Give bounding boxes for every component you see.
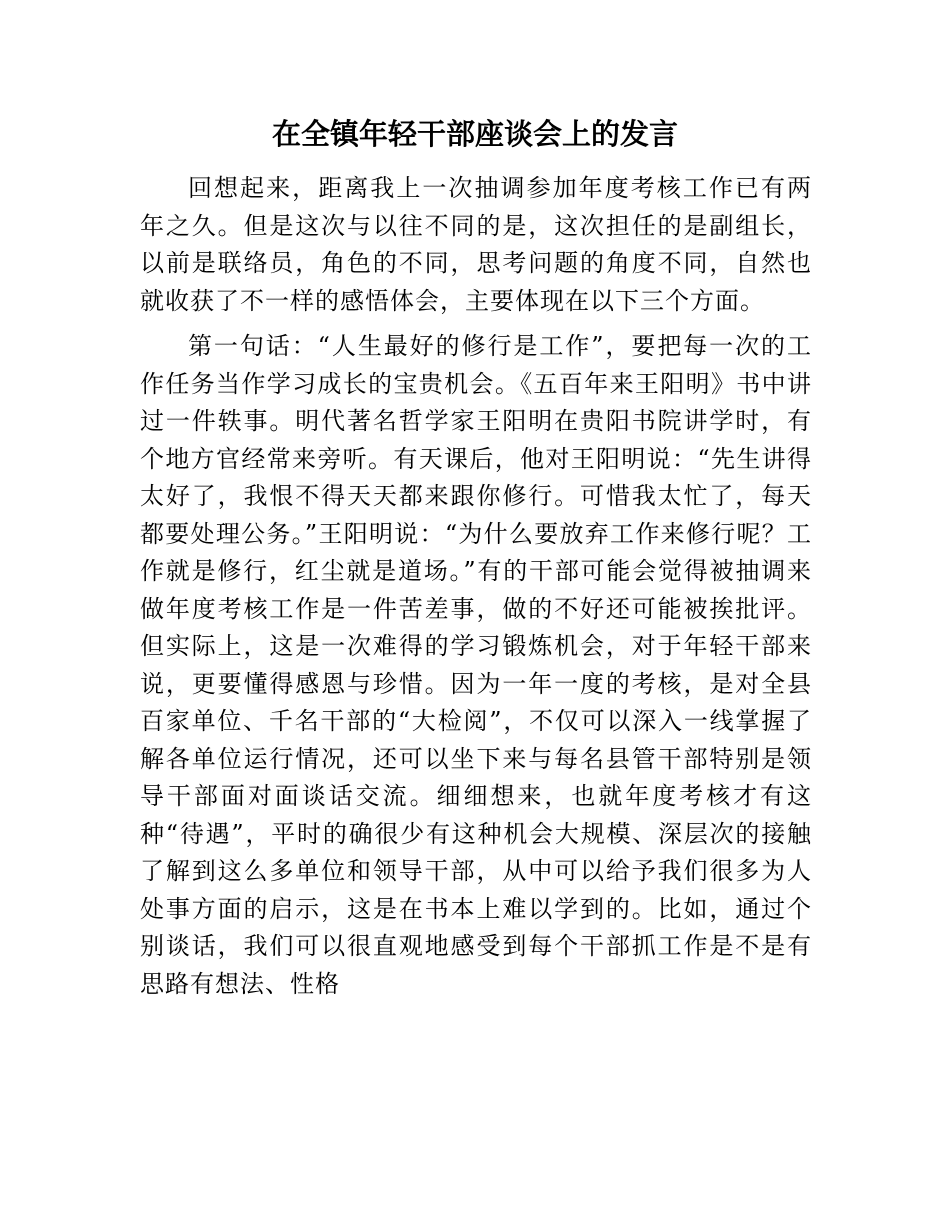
- document-body: [140, 170, 812, 1003]
- paragraph-intro: 回想起来，距离我上一次抽调参加年度考核工作已有两年之久。但是这次与以往不同的是，这次担任的是副组长，以前是联络员，角色的不同，思考问题的角度不同，自然也就收获了不一样的感悟体会，主要体现在以下三个方面。: [140, 174, 812, 315]
- paragraph-first-point: 第一句话：“人生最好的修行是工作”，要把每一次的工作任务当作学习成长的宝贵机会。《五百年来王阳明》书中讲过一件轶事。明代著名哲学家王阳明在贵阳书院讲学时，有个地方官经常来旁听。有天课后，他对王阳明说：“先生讲得太好了，我恨不得天天都来跟你修行。可惜我太忙了，每天都要处理公务。”王阳明说：“为什么要放弃工作来修行呢？工作就是修行，红尘就是道场。”有的干部可能会觉得被抽调来做年度考核工作是一件苦差事，做的不好还可能被挨批评。但实际上，这是一次难得的学习锻炼机会，对于年轻干部来说，更要懂得感恩与珍惜。因为一年一度的考核，是对全县百家单位、千名干部的“大检阅”，不仅可以深入一线掌握了解各单位运行情况，还可以坐下来与每名县管干部特别是领导干部面对面谈话交流。细细想来，也就年度考核才有这种“待遇”，平时的确很少有这种机会大规模、深层次的接触了解到这么多单位和领导干部，从中可以给予我们很多为人处事方面的启示，这是在书本上难以学到的。比如，通过个别谈话，我们可以很直观地感受到每个干部抓工作是不是有思路有想法、性格: [140, 332, 812, 998]
- document-title: 在全镇年轻干部座谈会上的发言: [271, 117, 678, 151]
